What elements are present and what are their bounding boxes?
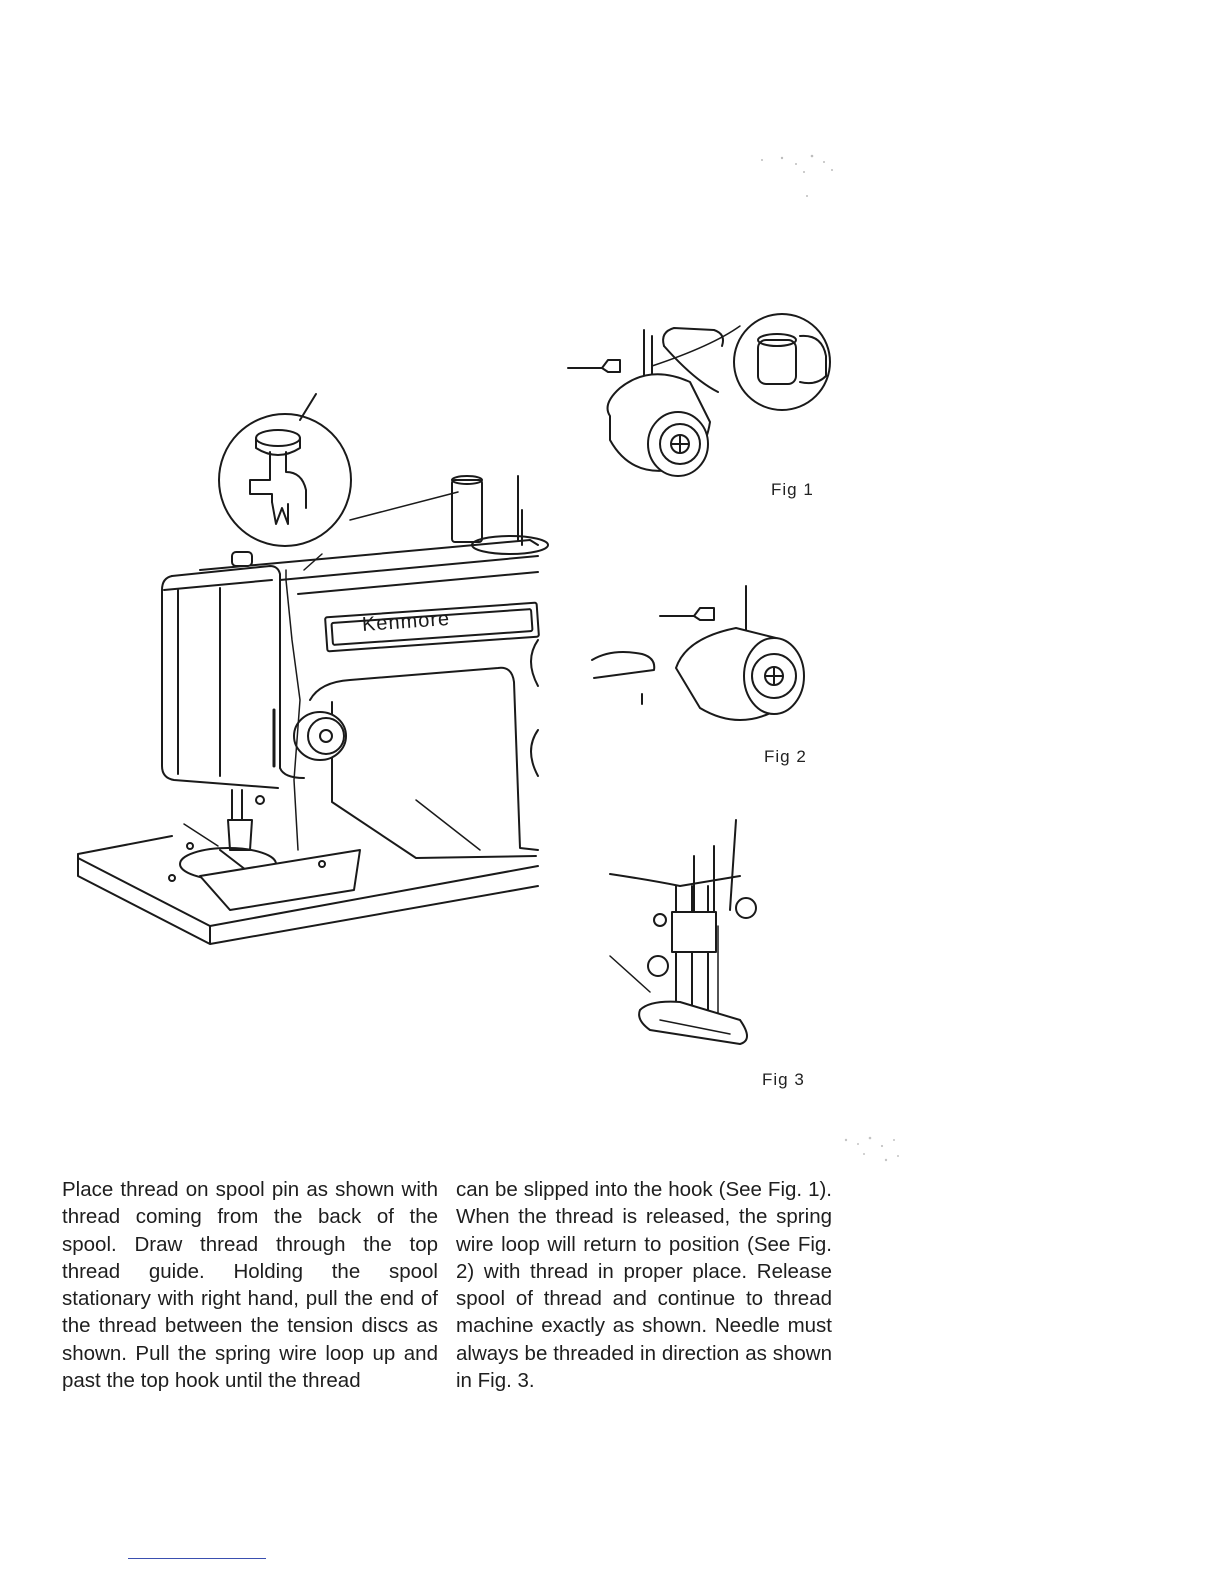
instructions-column-right bbox=[456, 1176, 832, 1394]
spool-zoom-circle bbox=[734, 314, 830, 410]
instructions-column-left bbox=[62, 1176, 438, 1394]
tension-dial-icon bbox=[608, 374, 710, 476]
tension-dial-icon bbox=[676, 628, 804, 720]
scan-artifact bbox=[752, 150, 842, 200]
fig-3-illustration bbox=[600, 816, 780, 1056]
instructions-paragraph-left: Place thread on spool pin as shown with thread coming from the back of the spool. Draw thread through the top thread guide. Holding the spool stationary with right hand, pull the end of the thread between the tension discs as shown. Pull the spring wire loop up and past the top hook until the thread bbox=[62, 1178, 438, 1393]
tension-dial-icon bbox=[294, 712, 346, 760]
brand-nameplate: Kenmore bbox=[361, 607, 451, 637]
fig-1-illustration bbox=[560, 306, 840, 486]
thread-guide-zoom-circle bbox=[219, 394, 351, 546]
fig-2-illustration bbox=[580, 576, 820, 726]
footer-divider bbox=[128, 1558, 266, 1559]
fig-1-caption: Fig 1 bbox=[771, 480, 814, 499]
fig-2-caption: Fig 2 bbox=[764, 747, 807, 766]
sewing-machine-illustration bbox=[60, 380, 550, 960]
scan-artifact bbox=[836, 1132, 906, 1172]
instructions-paragraph-right: can be slipped into the hook (See Fig. 1). When the thread is released, the spring wire loop will return to position (See Fig. 2) with thread in proper place. Release spool of thread and continue to thread machine exactly as shown. Needle must always be threaded in direction as shown in Fig. 3. bbox=[456, 1178, 832, 1393]
fig-3-caption: Fig 3 bbox=[762, 1070, 805, 1089]
